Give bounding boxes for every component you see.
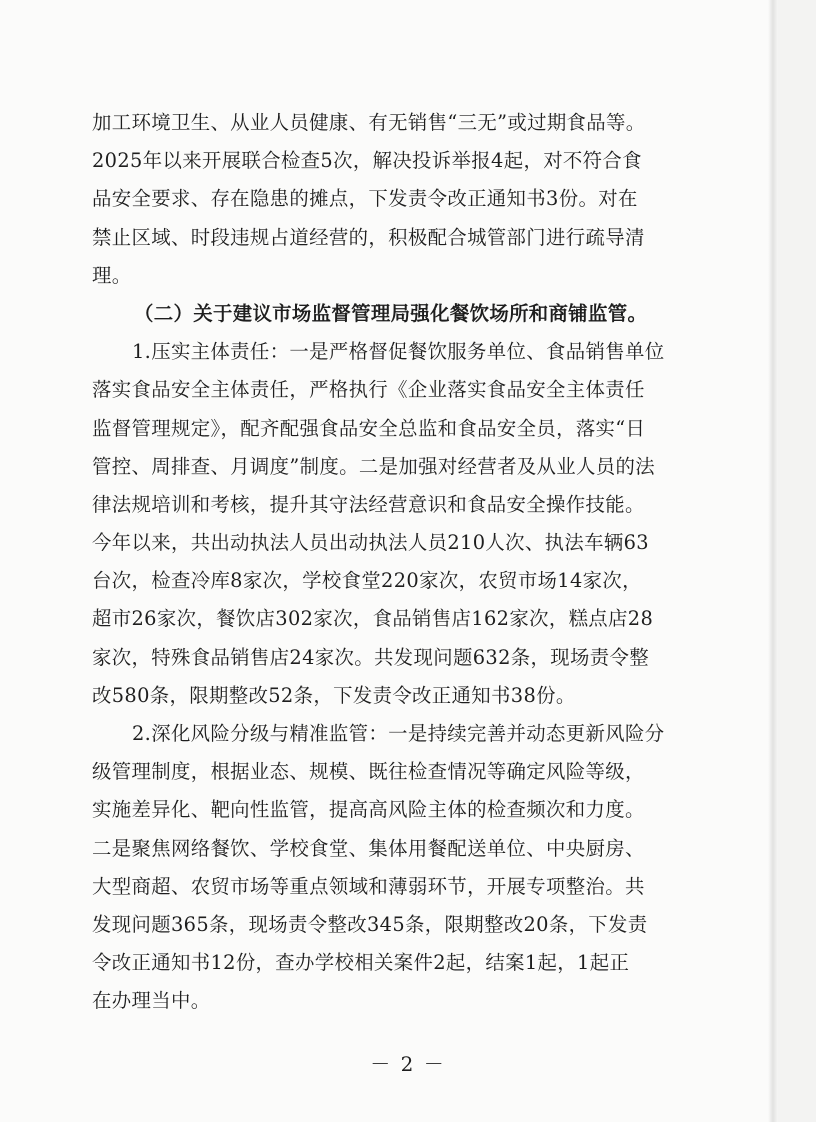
paragraph-line: 1.压实主体责任：一是严格督促餐饮服务单位、食品销售单位 — [132, 340, 665, 364]
paragraph-line: 大型商超、农贸市场等重点领域和薄弱环节，开展专项整治。共 — [92, 874, 645, 898]
paragraph-line: 改580条，限期整改52条，下发责令改正通知书38份。 — [92, 683, 576, 707]
paragraph-line: 禁止区域、时段违规占道经营的，积极配合城管部门进行疏导清 — [92, 225, 645, 249]
paragraph-line: 品安全要求、存在隐患的摊点，下发责令改正通知书3份。对在 — [92, 187, 638, 211]
paragraph-line: 发现问题365条，现场责令整改345条，限期整改20条，下发责 — [92, 912, 648, 936]
paragraph-line: 今年以来，共出动执法人员出动执法人员210人次、执法车辆63 — [92, 531, 649, 555]
paragraph-line: 理。 — [92, 263, 132, 287]
paragraph-line: 加工环境卫生、从业人员健康、有无销售“三无”或过期食品等。 — [92, 111, 646, 134]
paragraph-line: 管控、周排查、月调度”制度。二是加强对经营者及从业人员的法 — [92, 454, 655, 478]
paragraph-line: 律法规培训和考核，提升其守法经营意识和食品安全操作技能。 — [92, 492, 645, 516]
paragraph-line: 级管理制度，根据业态、规模、既往检查情况等确定风险等级， — [92, 760, 645, 784]
paragraph-line: 2025年以来开展联合检查5次，解决投诉举报4起，对不符合食 — [92, 149, 642, 173]
document-body — [92, 104, 704, 1021]
scan-margin — [778, 0, 816, 1122]
section-heading: （二）关于建议市场监督管理局强化餐饮场所和商铺监管。 — [134, 301, 648, 325]
paragraph-line: 在办理当中。 — [92, 989, 211, 1013]
paragraph-line: 令改正通知书12份，查办学校相关案件2起，结案1起，1起正 — [92, 951, 630, 975]
page-number: － 2 － — [370, 1052, 446, 1076]
paragraph-line: 台次，检查冷库8家次，学校食堂220家次，农贸市场14家次， — [92, 569, 642, 593]
paragraph-line: 2.深化风险分级与精准监管：一是持续完善并动态更新风险分 — [132, 722, 665, 745]
paragraph-line: 落实食品安全主体责任，严格执行《企业落实食品安全主体责任 — [92, 378, 645, 402]
paragraph-line: 家次，特殊食品销售店24家次。共发现问题632条，现场责令整 — [92, 645, 649, 669]
scan-edge-shadow — [768, 0, 778, 1122]
paragraph-line: 超市26家次，餐饮店302家次，食品销售店162家次，糕点店28 — [92, 607, 654, 631]
paragraph-line: 二是聚焦网络餐饮、学校食堂、集体用餐配送单位、中央厨房、 — [92, 836, 645, 860]
paragraph-line: 监督管理规定》，配齐配强食品安全总监和食品安全员，落实“日 — [92, 416, 646, 440]
paragraph-line: 实施差异化、靶向性监管，提高高风险主体的检查频次和力度。 — [92, 798, 645, 822]
